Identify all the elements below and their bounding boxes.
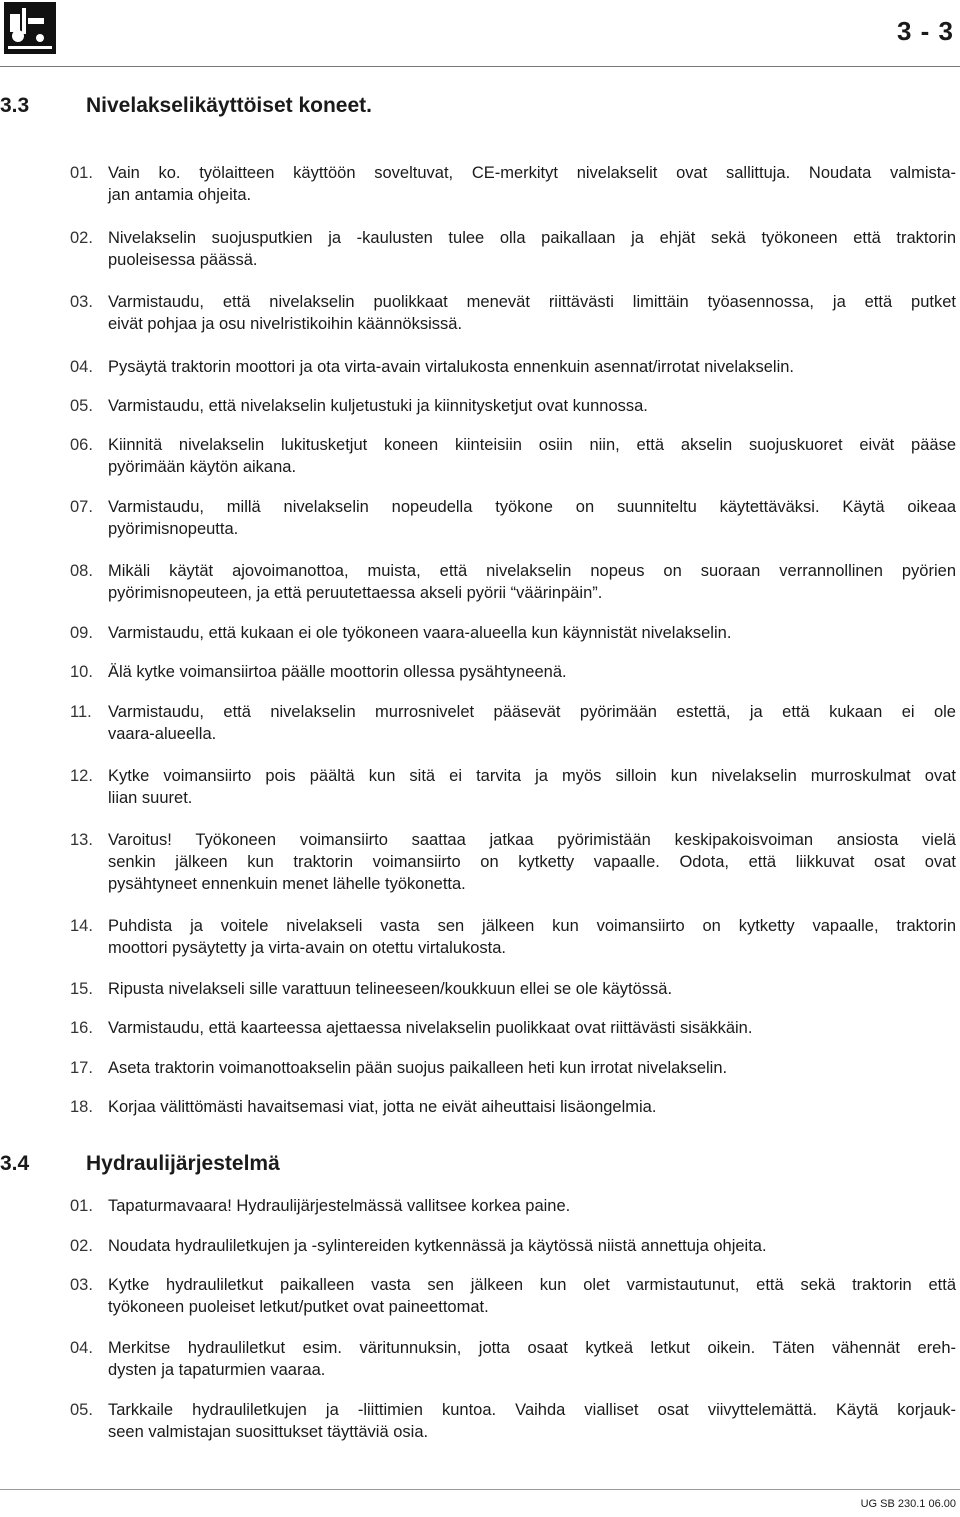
item-line: eivät pohjaa ja osu nivelristikoihin käännöksissä. <box>108 315 463 333</box>
item-text <box>108 1337 956 1381</box>
item-line: Korjaa välittömästi havaitsemasi viat, jotta ne eivät aiheuttaisi lisäongelmia. <box>108 1098 657 1116</box>
item-text <box>108 560 956 604</box>
amazone-logo <box>4 2 56 54</box>
item-line: liian suuret. <box>108 789 193 807</box>
page-number: 3 - 3 <box>896 16 954 46</box>
item-line: Nivelakselin suojusputkien ja -kaulusten tulee olla paikallaan ja ehjät sekä työkoneen että traktorin <box>108 229 956 247</box>
item-text <box>108 829 956 895</box>
item-line: dysten ja tapaturmien vaaraa. <box>108 1361 326 1379</box>
item-line: Merkitse hydrauliletkut esim. väritunnuksin, jotta osaat kytkeä letkut oikein. Täten vähennät ereh- <box>108 1339 956 1357</box>
item-line: puoleisessa päässä. <box>108 251 258 269</box>
item-number: 05. <box>70 1401 93 1419</box>
item-text <box>108 915 956 959</box>
item-line: Mikäli käytät ajovoimanottoa, muista, että nivelakselin nopeus on suoraan verrannollinen pyörien <box>108 562 956 580</box>
item-text <box>108 434 956 478</box>
item-number: 12. <box>70 767 93 785</box>
item-number: 14. <box>70 917 93 935</box>
item-number: 03. <box>70 293 93 311</box>
item-line: Varmistaudu, että nivelakselin kuljetustuki ja kiinnitysketjut ovat kunnossa. <box>108 397 648 415</box>
item-number: 11. <box>70 703 92 721</box>
item-number: 13. <box>70 831 93 849</box>
item-line: Aseta traktorin voimanottoakselin pään suojus paikalleen heti kun irrotat nivelakselin. <box>108 1059 728 1077</box>
item-number: 05. <box>70 397 93 415</box>
item-text <box>108 162 956 206</box>
item-text <box>108 661 956 683</box>
item-text <box>108 1274 956 1318</box>
item-line: Vain ko. työlaitteen käyttöön soveltuvat, CE-merkityt nivelakselit ovat sallittuja. Noudata valmista- <box>108 164 956 182</box>
item-number: 04. <box>70 1339 93 1357</box>
item-number: 08. <box>70 562 93 580</box>
item-line: Varmistaudu, että kukaan ei ole työkoneen vaara-alueella kun käynnistät nivelakselin. <box>108 624 732 642</box>
item-text <box>108 1195 956 1217</box>
item-number: 03. <box>70 1276 93 1294</box>
item-number: 10. <box>70 663 93 681</box>
item-line: työkoneen puoleiset letkut/putket ovat paineettomat. <box>108 1298 489 1316</box>
item-text <box>108 1096 956 1118</box>
item-line: Älä kytke voimansiirtoa päälle moottorin ollessa pysähtyneenä. <box>108 663 567 681</box>
item-line: Noudata hydrauliletkujen ja -sylintereiden kytkennässä ja käytössä niistä annettuja ohjeita. <box>108 1237 767 1255</box>
item-number: 15. <box>70 980 93 998</box>
item-line: Ripusta nivelakseli sille varattuun telineeseen/koukkuun ellei se ole käytössä. <box>108 980 673 998</box>
item-line: Varmistaudu, millä nivelakselin nopeudella työkone on suunniteltu käytettäväksi. Käytä oikeaa <box>108 498 956 516</box>
item-number: 01. <box>70 164 93 182</box>
item-line: Varmistaudu, että kaarteessa ajettaessa nivelakselin puolikkaat ovat riittävästi sisäkkäin. <box>108 1019 753 1037</box>
item-text <box>108 395 956 417</box>
item-line: moottori pysäytetty ja virta-avain on otettu virtalukosta. <box>108 939 507 957</box>
item-text <box>108 765 956 809</box>
item-line: Kiinnitä nivelakselin lukitusketjut koneen kiinteisiin osiin niin, että akselin suojuskuoret eivät pääse <box>108 436 956 454</box>
item-text <box>108 1235 956 1257</box>
item-number: 02. <box>70 229 93 247</box>
item-line: Pysäytä traktorin moottori ja ota virta-avain virtalukosta ennenkuin asennat/irrotat nivelakselin. <box>108 358 795 376</box>
item-line: seen valmistajan suosittukset täyttäviä osia. <box>108 1423 429 1441</box>
item-number: 07. <box>70 498 93 516</box>
header-rule <box>0 66 960 67</box>
item-line: pyörimisnopeuteen, ja että peruutettaessa akseli pyörii “väärinpäin”. <box>108 584 603 602</box>
item-line: jan antamia ohjeita. <box>108 186 252 204</box>
section-title: Hydraulijärjestelmä <box>86 1152 280 1175</box>
item-text <box>108 622 956 644</box>
document-code: UG SB 230.1 06.00 <box>860 1498 956 1510</box>
item-line: Varmistaudu, että nivelakselin puolikkaat menevät riittävästi limittäin työasennossa, ja että putket <box>108 293 956 311</box>
item-text <box>108 496 956 540</box>
item-number: 16. <box>70 1019 93 1037</box>
item-text <box>108 291 956 335</box>
item-line: Kytke hydrauliletkut paikalleen vasta sen jälkeen kun olet varmistautunut, että sekä traktorin että <box>108 1276 956 1294</box>
item-line: Varmistaudu, että nivelakselin murrosnivelet pääsevät pyörimään estettä, ja että kukaan ei ole <box>108 703 956 721</box>
item-line: pyörimisnopeutta. <box>108 520 239 538</box>
item-text <box>108 1017 956 1039</box>
item-text <box>108 701 956 745</box>
item-number: 06. <box>70 436 93 454</box>
item-text <box>108 227 956 271</box>
item-line: Kytke voimansiirto pois päältä kun sitä ei tarvita ja myös silloin kun nivelakselin murroskulmat ovat <box>108 767 956 785</box>
item-line: Tarkkaile hydrauliletkujen ja -liittimien kuntoa. Vaihda vialliset osat viivyttelemättä. Käytä korjauk- <box>108 1401 956 1419</box>
item-number: 04. <box>70 358 93 376</box>
item-text <box>108 978 956 1000</box>
item-text <box>108 1057 956 1079</box>
item-line: pysähtyneet ennenkuin menet lähelle työkonetta. <box>108 875 466 893</box>
item-number: 18. <box>70 1098 93 1116</box>
item-line: Puhdista ja voitele nivelakseli vasta sen jälkeen kun voimansiirto on kytketty vapaalle, traktorin <box>108 917 956 935</box>
section-title: Nivelakselikäyttöiset koneet. <box>86 94 372 117</box>
item-text <box>108 1399 956 1443</box>
item-line: pyörimään käytön aikana. <box>108 458 297 476</box>
item-text <box>108 356 956 378</box>
section-number: 3.3 <box>0 94 30 117</box>
item-line: Tapaturmavaara! Hydraulijärjestelmässä vallitsee korkea paine. <box>108 1197 571 1215</box>
section-number: 3.4 <box>0 1152 30 1175</box>
item-number: 01. <box>70 1197 93 1215</box>
item-number: 02. <box>70 1237 93 1255</box>
footer-rule <box>0 1489 960 1490</box>
item-number: 09. <box>70 624 93 642</box>
item-number: 17. <box>70 1059 93 1077</box>
item-line: senkin jälkeen kun traktorin voimansiirto on kytketty vapaalle. Odota, että liikkuvat osat ovat <box>108 853 956 871</box>
item-line: vaara-alueella. <box>108 725 217 743</box>
item-line: Varoitus! Työkoneen voimansiirto saattaa jatkaa pyörimistään keskipakoisvoiman ansiosta vielä <box>108 831 956 849</box>
